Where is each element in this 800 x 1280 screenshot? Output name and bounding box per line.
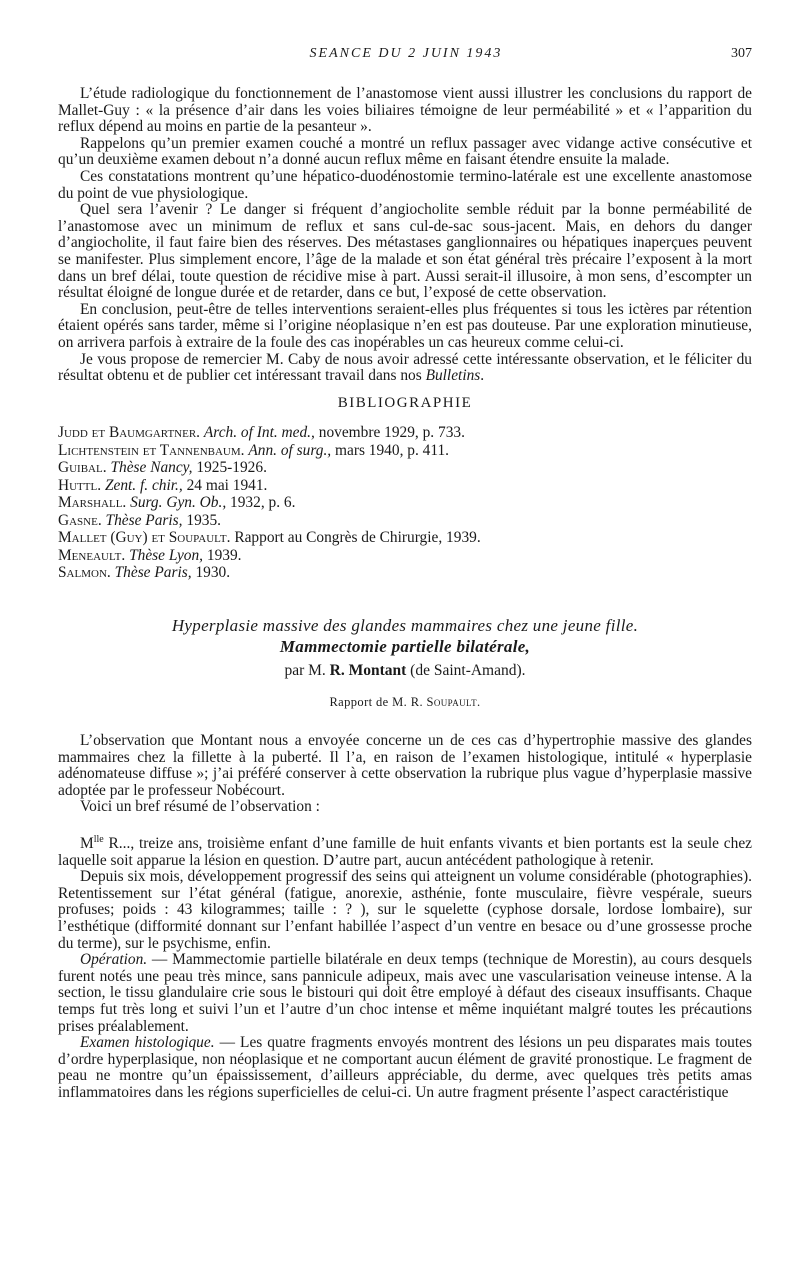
article-title — [58, 615, 752, 657]
bibliography-entry: Gasne. Thèse Paris, 1935. — [58, 511, 222, 529]
bibliography-entry: Huttl. Zent. f. chir., 24 mai 1941. — [58, 476, 268, 494]
bibliography-entry: Marshall. Surg. Gyn. Ob., 1932, p. 6. — [58, 494, 296, 512]
article-author: par M. R. Montant (de Saint-Amand). — [284, 661, 526, 679]
closing-end: . — [480, 367, 485, 385]
bibliography-entry: Meneault. Thèse Lyon, 1939. — [58, 546, 242, 564]
paragraph-closing — [58, 352, 752, 385]
running-title: SEANCE DU 2 JUIN 1943 — [309, 46, 503, 61]
author-name: R. Montant — [329, 661, 407, 679]
body-text — [58, 86, 752, 1102]
closing-italic: Bulletins — [425, 367, 481, 385]
running-head — [60, 46, 752, 66]
article-title-line1: Hyperplasie massive des glandes mammaires chez une jeune fille. — [171, 615, 639, 635]
bibliography-entry: Salmon. Thèse Paris, 1930. — [58, 564, 231, 582]
bibliography-entry: Guibal. Thèse Nancy, 1925-1926. — [58, 459, 267, 477]
paragraph-summary-line: Voici un bref résumé de l’observation : — [80, 798, 320, 816]
bibliography-heading: BIBLIOGRAPHIE — [337, 394, 473, 411]
report-line: Rapport de M. R. Soupault. — [329, 695, 481, 710]
bibliography-entry: Mallet (Guy) et Soupault. Rapport au Congrès de Chirurgie, 1939. — [58, 529, 481, 547]
paragraph-radiology: L’étude radiologique du fonctionnement de l’anastomose vient aussi illustrer les conclusions du rapport de Mallet-Guy : « la présence d’air dans les voies biliaires témoigne de leur perméabilité » et « l’apparition du reflux dépend au moins en partie de la pesanteur ». — [58, 85, 752, 136]
paragraph-operation: Opération. — Mammectomie partielle bilatérale en deux temps (technique de Morestin), au cours desquels furent notés une peau très mince, sans pannicule adipeux, mais avec une vascularisation veineuse intense. A la section, le tissu glandulaire crie sous le bistouri qui doit être employé à défaut des ciseaux insuffisants. Chaque temps fut très long et suivi l’un et l’autre d’un choc intense et même inquiétant malgré toutes les précautions prises préalablement. — [58, 951, 752, 1035]
bibliography-entry: Lichtenstein et Tannenbaum. Ann. of surg., mars 1940, p. 411. — [58, 441, 450, 459]
reporter-name: R. Soupault — [410, 695, 478, 710]
paragraph-conclusion: En conclusion, peut-être de telles interventions seraient-elles plus fréquentes si tous les ictères par rétention étaient opérés sans tarder, même si l’origine néoplasique n’en est pas douteuse. Par une exploration minutieuse, on arrivera parfois à extraire de la foule des cas inopérables un cas heureux comme celui-ci. — [58, 300, 752, 351]
spacer — [58, 816, 752, 832]
paragraph-histology: Examen histologique. — Les quatre fragments envoyés montrent des lésions un peu disparates mais toutes d’ordre hyperplasique, non néoplasique et ne comportant aucun élément de gravité pronostique. Le fragment de peau ne montre qu’un épaississement, d’ailleurs appréciable, du derme, avec quelques très petits amas inflammatoires dans les régions superficielles de celui-ci. Un autre fragment présente l’aspect caractéristique — [58, 1034, 752, 1101]
paragraph-intro: L’observation que Montant nous a envoyée concerne un de ces cas d’hypertrophie massive des glandes mammaires chez la fillette à la puberté. Il l’a, en raison de l’examen histologique, intitulé « hyperplasie adénomateuse diffuse »; j’ai préféré conserver à cette observation la rubrique plus vague d’hyperplasie massive adoptée par le professeur Nobécourt. — [58, 731, 752, 799]
paragraph-evolution: Depuis six mois, développement progressif des seins qui atteignent un volume considérable (photographies). Retentissement sur l’état général (fatigue, anorexie, asthénie, fonte musculaire, fièvre vespérale, sueurs profuses; poids : 43 kilogrammes; taille : ? ), sur le squelette (cyphose dorsale, lordose lombaire), sur l’esthétique (difformité donnant sur l’enfant habillée l’aspect d’un ventre en besace ou d’une grossesse proche du terme), sur le psychisme, enfin. — [58, 868, 752, 952]
article-title-line2: Mammectomie partielle bilatérale, — [279, 636, 531, 656]
paragraph-reflux: Rappelons qu’un premier examen couché a montré un reflux passager avec vidange active consécutive et qu’un deuxième examen debout n’a donné aucun reflux même en faisant étendre ensuite la malade. — [58, 134, 752, 169]
bibliography-list — [58, 424, 752, 582]
paragraph-constatations: Ces constatations montrent qu’une hépatico-duodénostomie termino-latérale est une excellente anastomose du point de vue physiologique. — [58, 167, 752, 202]
paragraph-patient: $M^{lle}$ R..., treize ans, troisième enfant d’une famille de huit enfants vivants et bien portants est la seule chez laquelle soit apparue la lésion en question. D’autre part, aucun antécédent pathologique à retenir. — [58, 833, 752, 869]
operation-label: Opération. — [80, 951, 148, 969]
page-number: 307 — [731, 46, 752, 61]
bibliography-entry: Judd et Baumgartner. Arch. of Int. med., novembre 1929, p. 733. — [58, 424, 465, 442]
histology-label: Examen histologique. — [80, 1034, 215, 1052]
paragraph-avenir: Quel sera l’avenir ? Le danger si fréquent d’angiocholite semble réduit par la bonne perméabilité de l’anastomose avec un minimum de reflux et sans cul-de-sac sous-jacent. Mais, en dehors du danger d’angiocholite, il faut faire bien des réserves. Des métastases ganglionnaires ou hépatiques inaperçues peuvent se manifester. Plus simplement encore, l’âge de la malade et son état général très précaire l’exposent à la mort dans un bref délai, toute question de récidive mise à part. Aussi serait-il illusoire, à mon sens, d’escompter un résultat éloigné de longue durée et de retarder, dans ce but, l’exposé de cette observation. — [58, 201, 752, 302]
closing-text: Je vous propose de remercier M. Caby de nous avoir adressé cette intéressante observation, et le féliciter du résultat obtenu et de publier cet intéressant travail dans nos — [58, 350, 752, 385]
